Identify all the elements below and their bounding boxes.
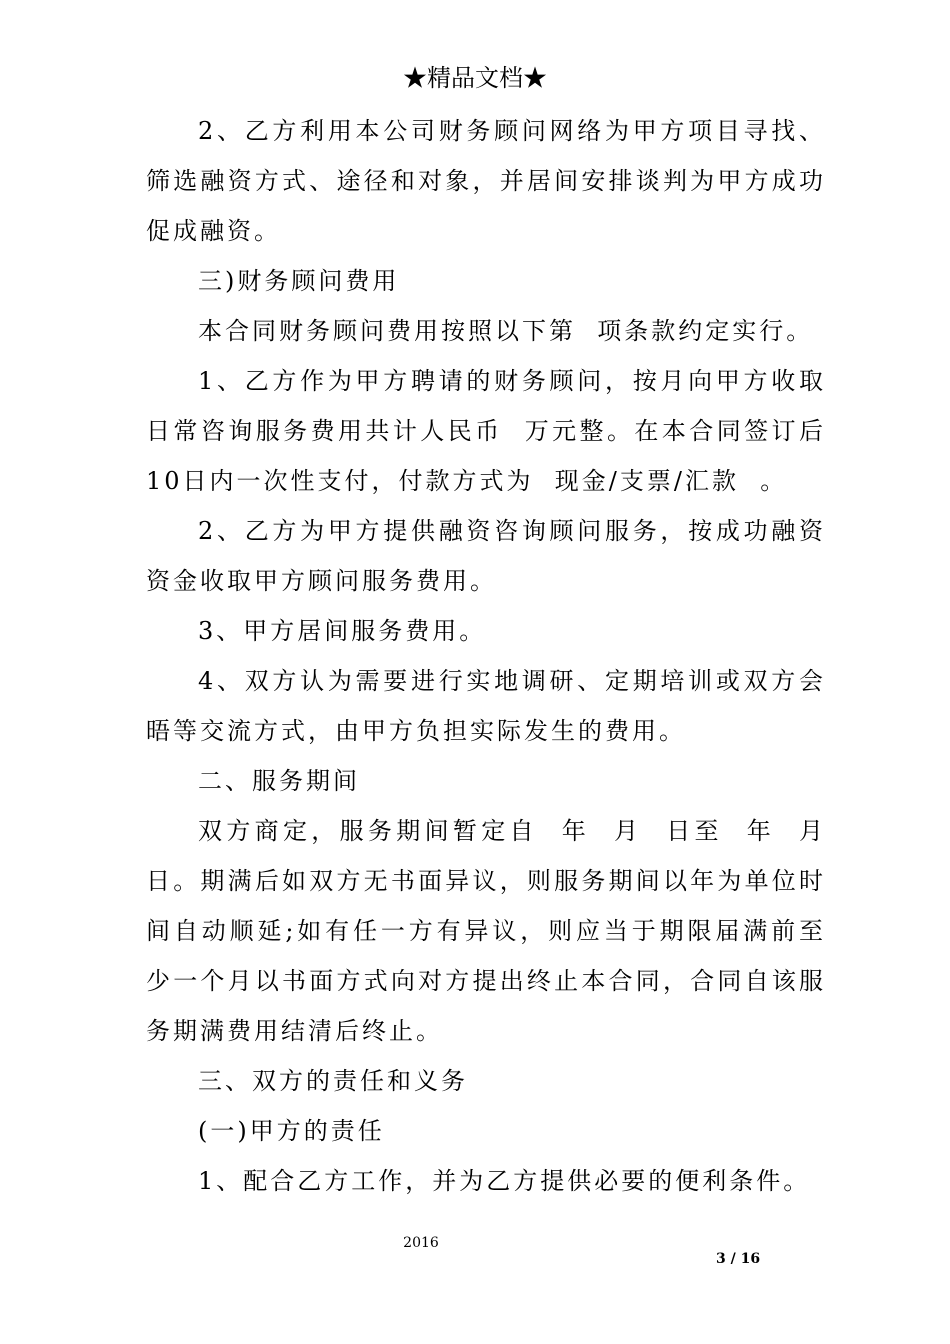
page-header: ★精品文档★: [403, 64, 547, 92]
section-heading: 三、双方的责任和义务: [198, 1067, 468, 1095]
document-body: [146, 106, 848, 1206]
page-number: 3 / 16: [716, 1251, 761, 1267]
paragraph: 2、乙方利用本公司财务顾问网络为甲方项目寻找、筛选融资方式、途径和对象，并居间安排谈判为甲方成功促成融资。: [146, 117, 826, 245]
section-heading: (一)甲方的责任: [198, 1117, 385, 1145]
paragraph: 1、乙方作为甲方聘请的财务顾问，按月向甲方收取日常咨询服务费用共计人民币 万元整。在本合同签订后10日内一次性支付，付款方式为 现金/支票/汇款 。: [146, 367, 826, 495]
paragraph: 1、配合乙方工作，并为乙方提供必要的便利条件。: [198, 1167, 811, 1195]
section-heading: 三)财务顾问费用: [198, 267, 400, 295]
section-heading: 二、服务期间: [198, 767, 360, 795]
paragraph: 4、双方认为需要进行实地调研、定期培训或双方会晤等交流方式，由甲方负担实际发生的费用。: [146, 667, 826, 745]
paragraph: 双方商定，服务期间暂定自 年 月 日至 年 月 日。期满后如双方无书面异议，则服务期间以年为单位时间自动顺延;如有任一方有异议，则应当于期限届满前至少一个月以书面方式向对方提出终止本合同，合同自该服务期满费用结清后终止。: [146, 817, 848, 1045]
paragraph: 本合同财务顾问费用按照以下第 项条款约定实行。: [198, 317, 814, 345]
paragraph: 2、乙方为甲方提供融资咨询顾问服务，按成功融资资金收取甲方顾问服务费用。: [146, 517, 826, 595]
footer-year: 2016: [403, 1235, 439, 1251]
paragraph: 3、甲方居间服务费用。: [198, 617, 487, 645]
